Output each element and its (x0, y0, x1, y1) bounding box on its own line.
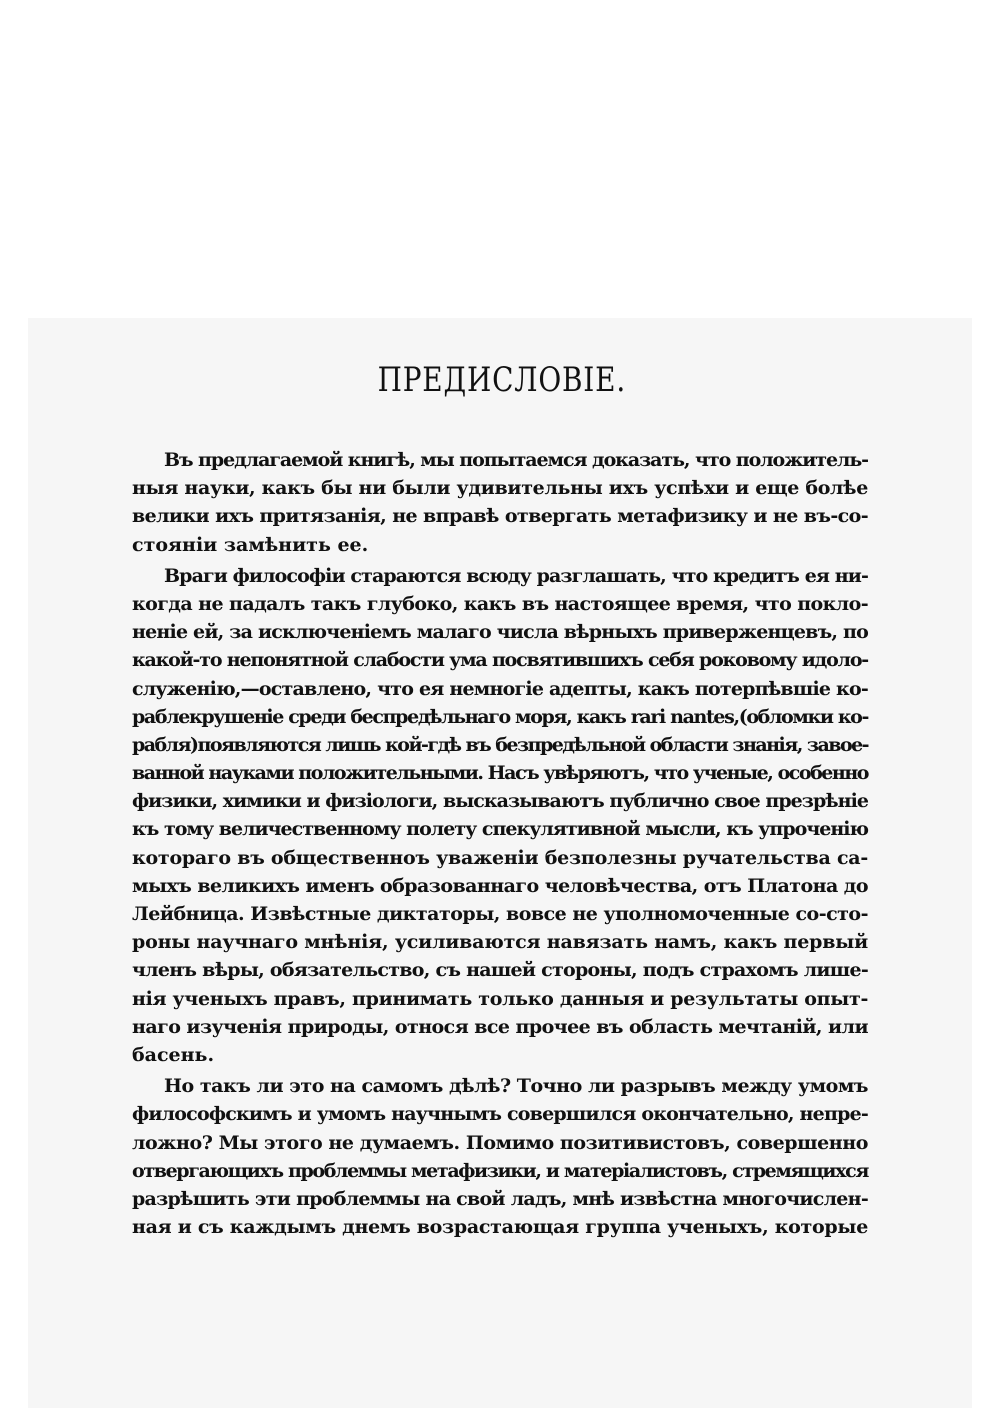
text-line: наго изученія природы, относя все прочее въ область мечтаній, или (132, 1015, 868, 1038)
text-line: ванной науками положительными. Насъ увѣряютъ, что ученые, особенно (132, 762, 868, 785)
text-line: къ тому величественному полету спекулятивной мысли, къ упроченію (132, 818, 868, 841)
text-line: ная и съ каждымъ днемъ возрастающая группа ученыхъ, которые (132, 1216, 868, 1239)
text-line: разрѣшить эти проблеммы на свой ладъ, мнѣ извѣстна многочислен- (132, 1187, 868, 1210)
text-line: когда не падалъ такъ глубоко, какъ въ настоящее время, что покло- (132, 592, 869, 615)
text-line: Враги философіи стараются всюду разглашать, что кредитъ ея ни- (164, 564, 869, 587)
text-line: басень. (132, 1043, 215, 1066)
text-line: неніе ей, за исключеніемъ малаго числа вѣрныхъ приверженцевъ, по (132, 621, 868, 644)
text-line: раблекрушеніе среди беспредѣльнаго моря, какъ rari nantes,(обломки ко- (132, 705, 869, 728)
page-title: ПРЕДИСЛОВIЕ. (377, 360, 627, 400)
body-text (132, 446, 868, 1241)
text-line: котораго въ общественноъ уваженіи безполезны ручательства са- (132, 846, 869, 869)
paragraph (132, 562, 868, 1069)
paragraph (132, 446, 868, 559)
text-line: ложно? Мы этого не думаемъ. Помимо позитивистовъ, совершенно (132, 1131, 868, 1154)
text-line: Лейбница. Извѣстные диктаторы, вовсе не уполномоченные со-сто- (132, 903, 868, 925)
text-line: какой-то непонятной слабости ума посвятившихъ себя роковому идоло- (132, 649, 868, 672)
text-line: физики, химики и физіологи, высказываютъ публично свое презрѣніе (132, 790, 869, 813)
text-line: философскимъ и умомъ научнымъ совершился окончательно, непре- (132, 1103, 868, 1126)
text-line: служенію,—оставлено, что ея немногіе адепты, какъ потерпѣвшіе ко- (132, 677, 869, 700)
text-line: рабля)появляются лишь кой-гдѣ въ безпредѣльной области знанія, завое- (132, 733, 868, 756)
text-line: роны научнаго мнѣнія, усиливаются навязать намъ, какъ первый (132, 931, 868, 954)
text-line: Въ предлагаемой книгѣ, мы попытаемся доказать, что положитель- (164, 449, 868, 471)
text-line: Но такъ ли это на самомъ дѣлѣ? Точно ли разрывъ между умомъ (164, 1075, 868, 1098)
text-line: стояніи замѣнить ее. (132, 533, 369, 556)
text-line: мыхъ великихъ именъ образованнаго человѣчества, отъ Платона до (132, 874, 869, 897)
text-line: нія ученыхъ правъ, принимать только данныя и результаты опыт- (132, 987, 869, 1010)
paragraph (132, 1072, 868, 1241)
text-line: членъ вѣры, обязательство, съ нашей стороны, подъ страхомъ лише- (132, 959, 868, 982)
text-line: ныя науки, какъ бы ни были удивительны ихъ успѣхи и еще болѣе (132, 477, 868, 500)
text-line: отвергающихъ проблеммы метафизики, и матеріалистовъ, стремящихся (132, 1159, 868, 1182)
text-line: велики ихъ притязанія, не вправѣ отвергать метафизику и не въ-со- (132, 505, 868, 528)
